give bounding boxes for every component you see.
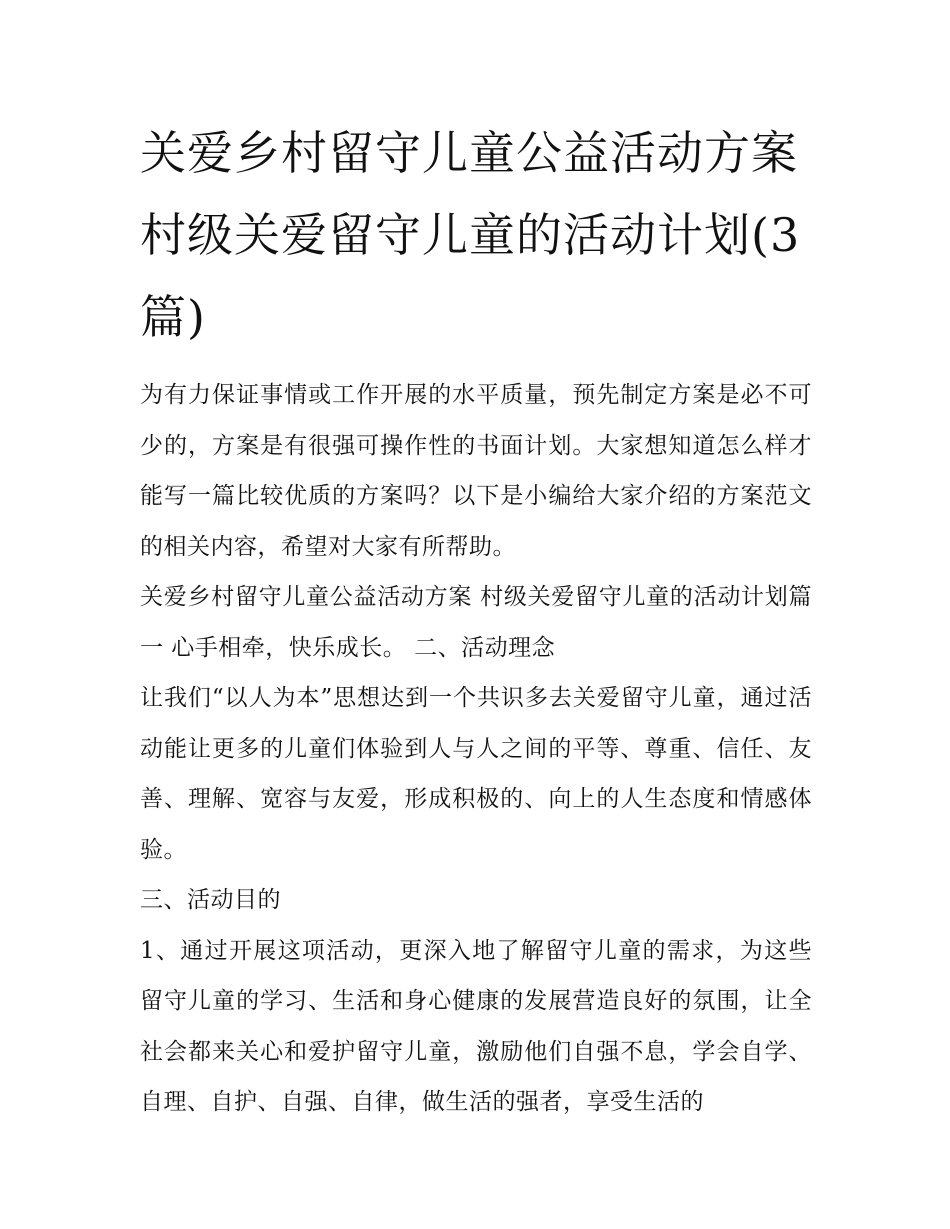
document-page [140,112,812,1128]
document-title: 关爱乡村留守儿童公益活动方案 村级关爱留守儿童的活动计划(3 篇) [140,126,801,344]
purpose-heading: 三、活动目的 [140,887,281,913]
concept-paragraph: 让我们“以人为本”思想达到一个共识多去关爱留守儿童，通过活动能让更多的儿童们体验到人与人之间的平等、尊重、信任、友善、理解、宽容与友爱，形成积极的、向上的人生态度和情感体验。 [140,685,812,863]
section-heading-paragraph: 关爱乡村留守儿童公益活动方案 村级关爱留守儿童的活动计划篇一 心手相牵，快乐成长。 二、活动理念 [140,584,812,661]
purpose-paragraph-1: 1、通过开展这项活动，更深入地了解留守儿童的需求，为这些留守儿童的学习、生活和身心健康的发展营造良好的氛围，让全社会都来关心和爱护留守儿童，激励他们自强不息，学会自学、自理、自护、自强、自律，做生活的强者，享受生活的 [140,937,812,1115]
intro-paragraph: 为有力保证事情或工作开展的水平质量，预先制定方案是必不可少的，方案是有很强可操作性的书面计划。大家想知道怎么样才能写一篇比较优质的方案吗？以下是小编给大家介绍的方案范文的相关内容，希望对大家有所帮助。 [140,382,812,560]
